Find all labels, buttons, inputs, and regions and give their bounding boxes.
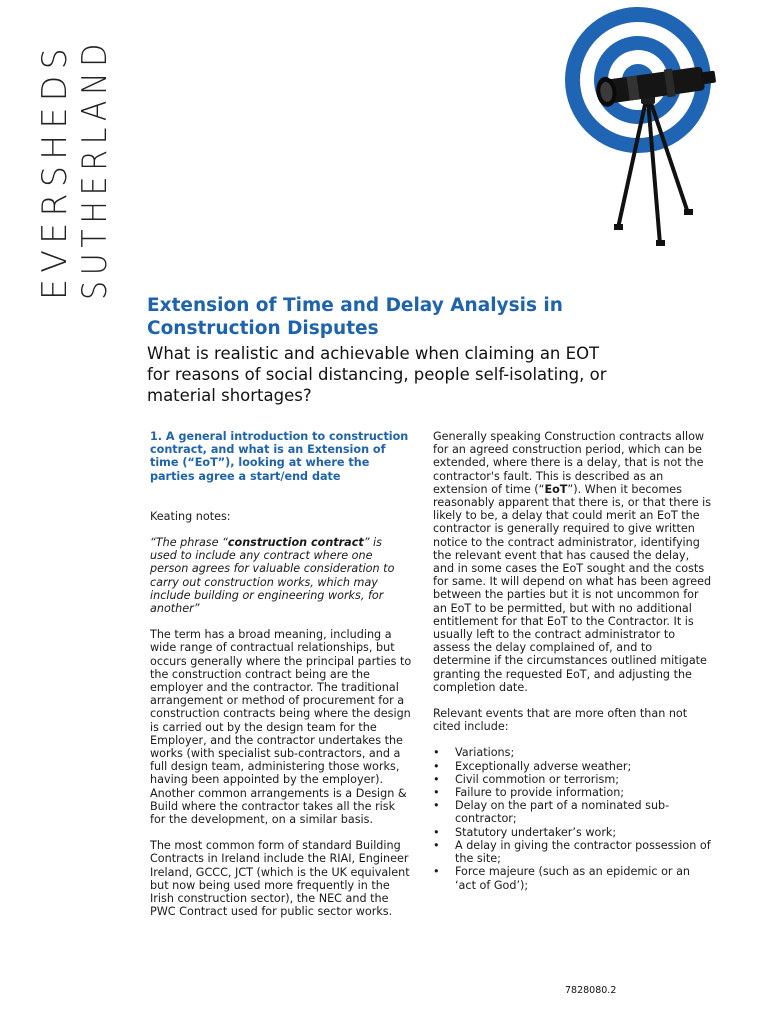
right-paragraph-1-start: Generally speaking Construction contracts allow for an agreed construction period, which can be extended, where there is a delay, that is not the contractor's fault. This is described as an extension of time (“ bbox=[433, 430, 705, 496]
quote-term: construction contract bbox=[227, 536, 364, 550]
quote-open: “The phrase “ bbox=[150, 536, 228, 550]
right-paragraph-1 bbox=[433, 430, 713, 694]
right-column bbox=[433, 430, 713, 892]
logo-line-sutherland: SUTHERLAND bbox=[75, 2, 115, 300]
list-item: • Civil commotion or terrorism; bbox=[433, 773, 713, 786]
left-column bbox=[150, 430, 412, 932]
list-item: • Delay on the part of a nominated sub-contractor; bbox=[433, 799, 713, 825]
document-reference: 7828080.2 bbox=[565, 985, 617, 996]
logo-line-eversheds: EVERSHEDS bbox=[35, 35, 75, 300]
list-item: • Failure to provide information; bbox=[433, 786, 713, 799]
left-paragraph-1: The term has a broad meaning, including a wide range of contractual relationships, but occurs generally where the principal parties to the construction contract being are the employer and the contractor. The traditional arrangement or method of procurement for a construction contracts being where the design is carried out by the design team for the Employer, and the contractor undertakes the works (with specialist sub-contractors, and a full design team, administering those works, having been appointed by the employer). Another common arrangements is a Design & Build where the contractor takes all the risk for the development, on a similar basis. bbox=[150, 628, 412, 827]
eversheds-sutherland-logo bbox=[30, 2, 115, 300]
page-title: Extension of Time and Delay Analysis in Construction Disputes bbox=[147, 295, 563, 339]
telescope-icon bbox=[594, 62, 717, 246]
page-subtitle: What is realistic and achievable when claiming an EOT for reasons of social distancing, people self-isolating, or material shortages? bbox=[147, 344, 607, 405]
list-item: • Statutory undertaker’s work; bbox=[433, 826, 713, 839]
relevant-events-list bbox=[433, 746, 713, 891]
eot-term: EoT bbox=[544, 482, 568, 496]
telescope-target-illustration bbox=[548, 8, 728, 248]
keating-quote bbox=[150, 536, 412, 615]
list-item: • Exceptionally adverse weather; bbox=[433, 760, 713, 773]
left-paragraph-2: The most common form of standard Building Contracts in Ireland include the RIAI, Engineer Ireland, GCCC, JCT (which is the UK equivalent but now being used more frequently in the Irish construction sector), the NEC and the PWC Contract used for public sector works. bbox=[150, 839, 410, 919]
list-item: • Variations; bbox=[433, 746, 713, 759]
section-heading: 1. A general introduction to construction contract, and what is an Extension of time (“EoT”), looking at where the parties agree a start/end date bbox=[150, 430, 409, 483]
list-item: • A delay in giving the contractor possession of the site; bbox=[433, 839, 713, 865]
keating-intro: Keating notes: bbox=[150, 509, 231, 523]
right-paragraph-2: Relevant events that are more often than not cited include: bbox=[433, 707, 688, 734]
right-paragraph-1-end: ”). When it becomes reasonably apparent that there is, or that there is likely to be, a delay that could merit an EoT the contractor is generally required to give written notice to the contract administrator, identifying the relevant event that has caused the delay, and in some cases the EoT sought and the costs for same. It will depend on what has been agreed between the parties but it is not uncommon for an EoT to be permitted, but with no additional entitlement for that EoT to the Contractor. It is usually left to the contract administrator to assess the delay complained of, and to determine if the circumstances outlined mitigate granting the requested EoT, and adjusting the completion date. bbox=[433, 482, 712, 694]
quote-rest: ” is used to include any contract where one person agrees for valuable consideration to carry out construction works, which may include building or engineering works, for another” bbox=[150, 536, 395, 616]
list-item: • Force majeure (such as an epidemic or an ‘act of God’); bbox=[433, 865, 713, 891]
